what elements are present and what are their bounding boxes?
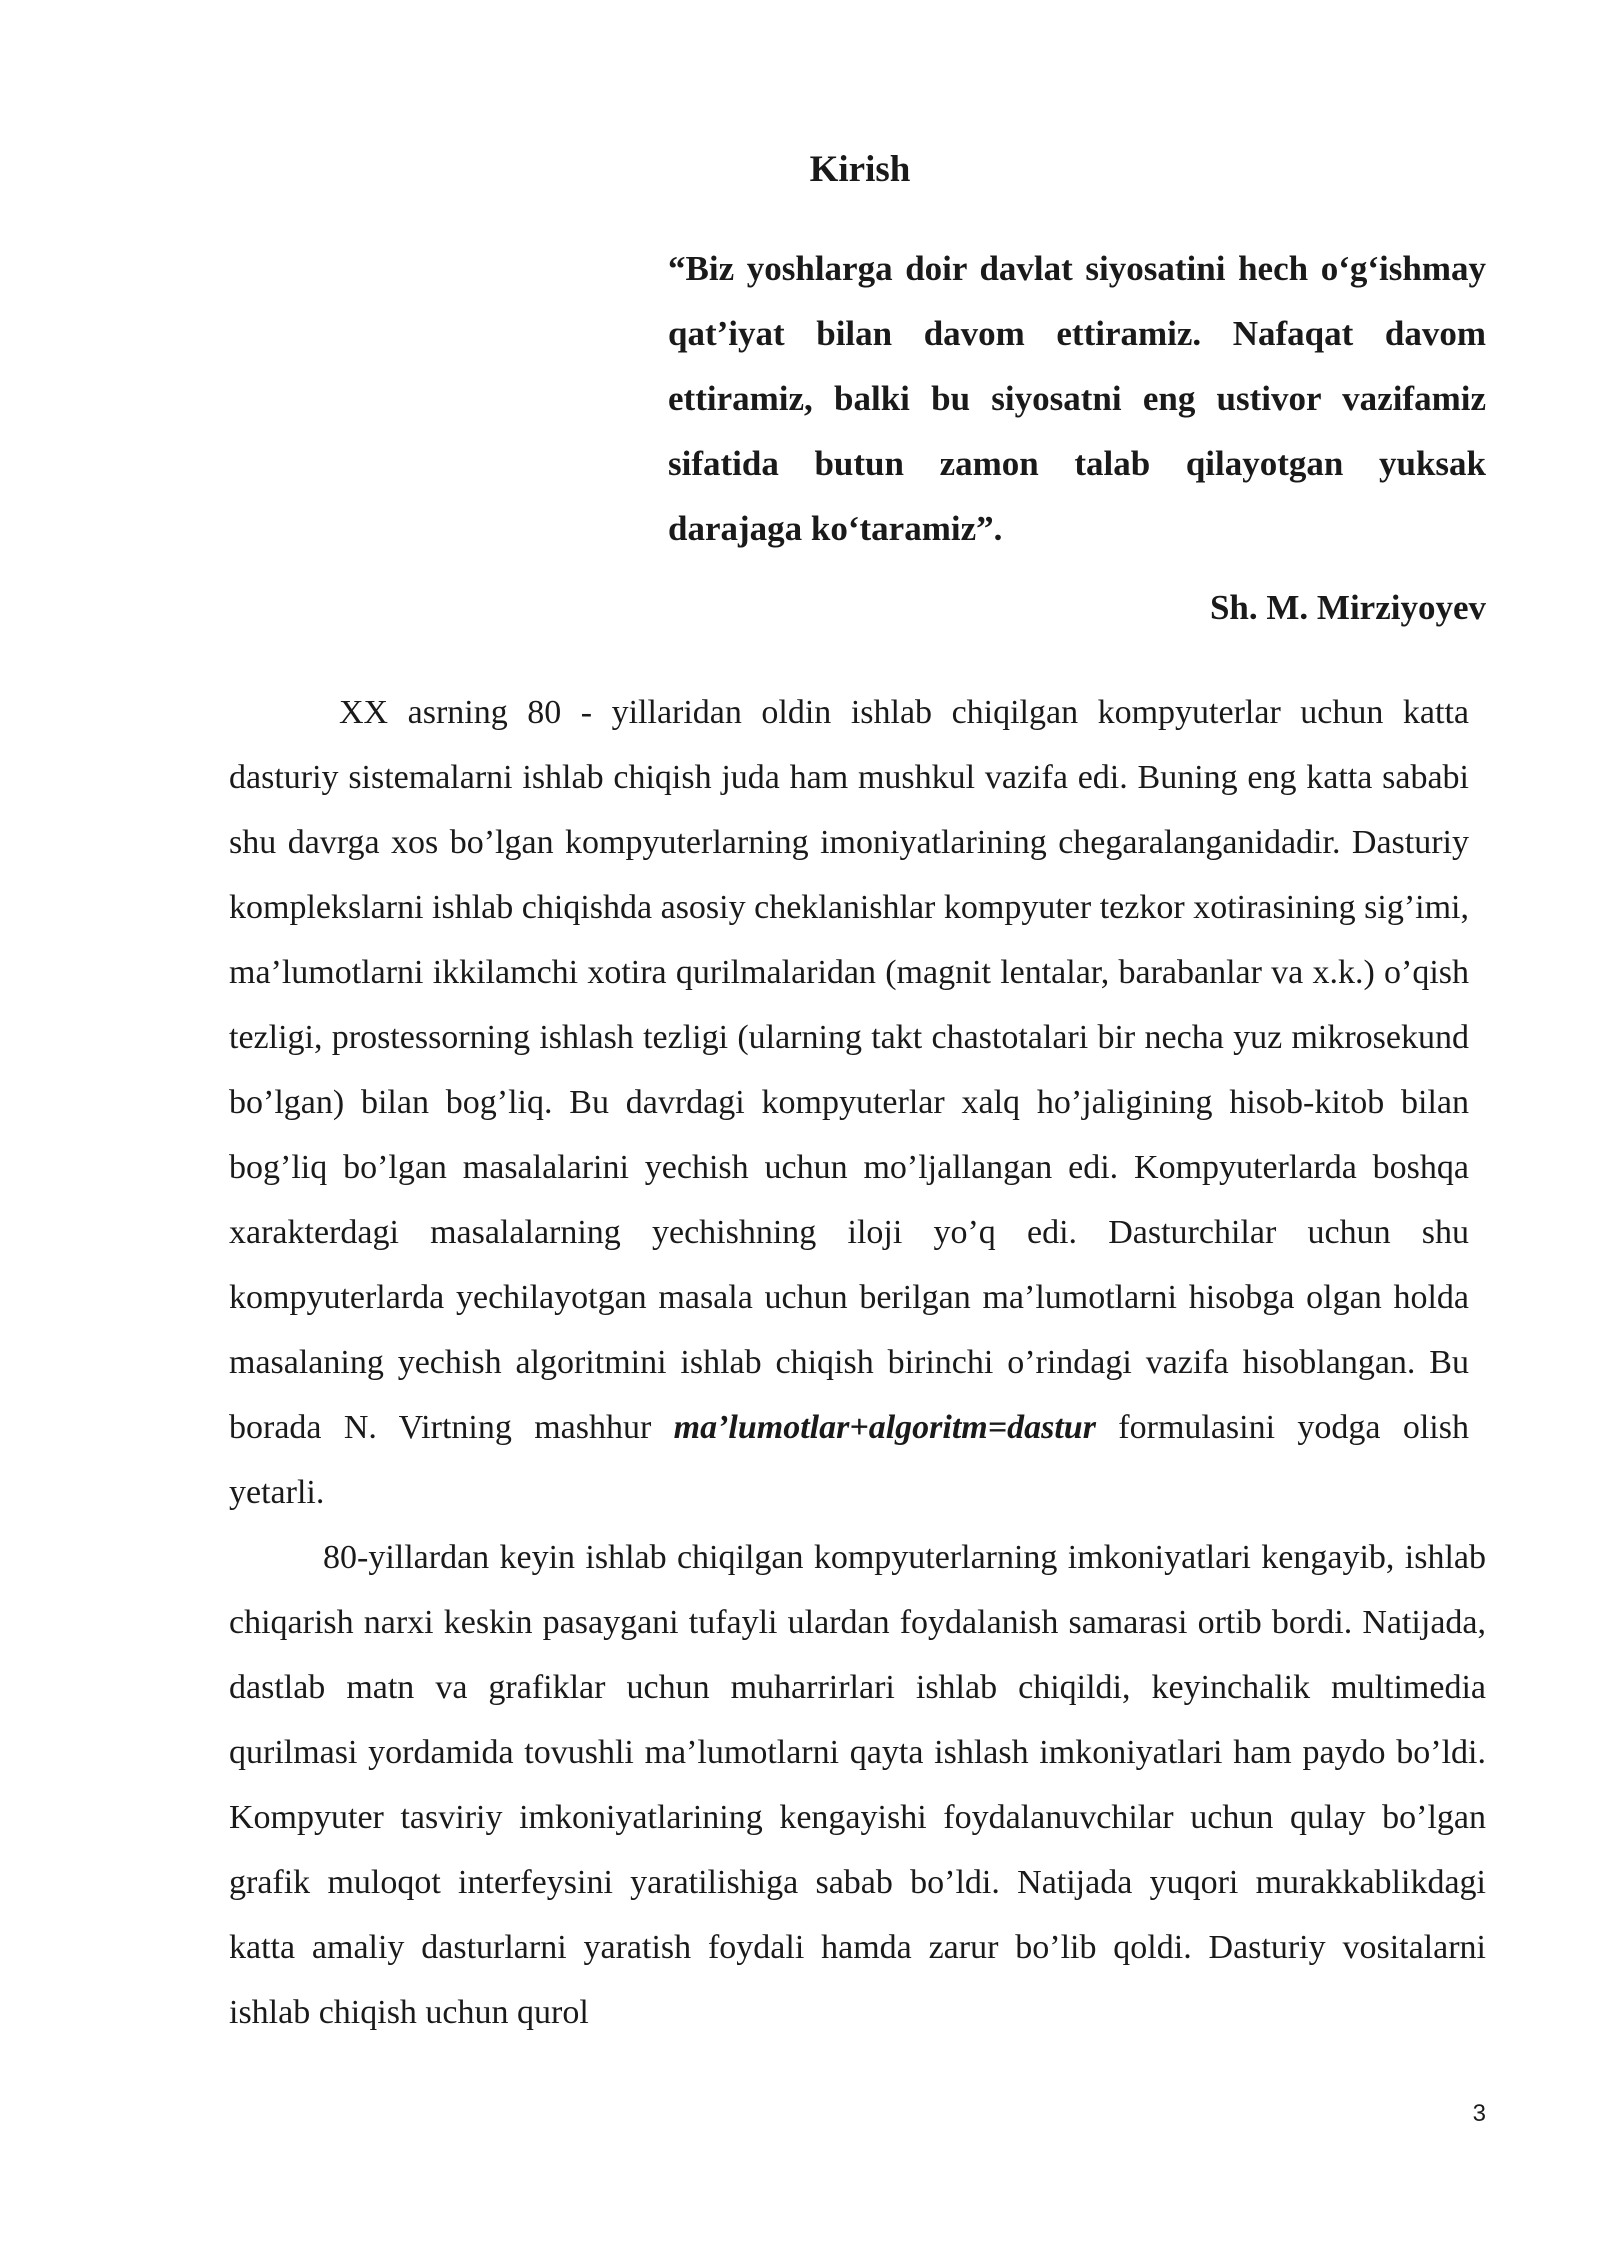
body-text (229, 680, 1486, 2045)
paragraph-1-text: XX asrning 80 - yillaridan oldin ishlab chiqilgan kompyuterlar uchun katta dasturiy sistemalarni ishlab chiqish juda ham mushkul vazifa edi. Buning eng katta sababi shu davrga xos bo’lgan kompyuterlarning imoniyatlarining chegaralanganidadir. Dasturiy komplekslarni ishlab chiqishda asosiy cheklanishlar kompyuter tezkor xotirasining sig’imi, ma’lumotlarni ikkilamchi xotira qurilmalaridan (magnit lentalar, barabanlar va x.k.) o’qish tezligi, prostessorning ishlash tezligi (ularning takt chastotalari bir necha yuz mikrosekund bo’lgan) bilan bog’liq. Bu davrdagi kompyuterlar xalq ho’jaligining hisob-kitob bilan bog’liq bo’lgan masalalarini yechish uchun mo’ljallangan edi. Kompyuterlarda boshqa xarakterdagi masalalarning yechishning iloji yo’q edi. Dasturchilar uchun shu kompyuterlarda yechilayotgan masala uchun berilgan ma’lumotlarni hisobga olgan holda masalaning yechish algoritmini ishlab chiqish birinchi o’rindagi vazifa hisoblangan. Bu borada N. Virtning mashhur (229, 694, 1469, 1446)
paragraph-1 (229, 680, 1469, 1525)
epigraph-quote: “Biz yoshlarga doir davlat siyosatini hech o‘g‘ishmay qat’iyat bilan davom ettiramiz. Nafaqat davom ettiramiz, balki bu siyosatni eng ustivor vazifamiz sifatida butun zamon talab qilayotgan yuksak darajaga ko‘taramiz”. (668, 249, 1486, 548)
section-heading: Kirish (809, 149, 911, 190)
page-number: 3 (1472, 2100, 1486, 2127)
paragraph-1-ending: formulasini yodga olish yetarli. (229, 1409, 1469, 1511)
formula-emphasis: ma’lumotlar+algoritm=dastur (673, 1409, 1096, 1446)
epigraph-author: Sh. M. Mirziyoyev (1209, 588, 1486, 627)
paragraph-2: 80-yillardan keyin ishlab chiqilgan kompyuterlarning imkoniyatlari kengayib, ishlab chiqarish narxi keskin pasaygani tufayli ulardan foydalanish samarasi ortib bordi. Natijada, dastlab matn va grafiklar uchun muharrirlari ishlab chiqildi, keyinchalik multimedia qurilmasi yordamida tovushli ma’lumotlarni qayta ishlash imkoniyatlari ham paydo bo’ldi. Kompyuter tasviriy imkoniyatlarining kengayishi foydalanuvchilar uchun qulay bo’lgan grafik muloqot interfeysini yaratilishiga sabab bo’ldi. Natijada yuqori murakkablikdagi katta amaliy dasturlarni yaratish foydali hamda zarur bo’lib qoldi. Dasturiy vositalarni ishlab chiqish uchun qurol (229, 1539, 1486, 2031)
